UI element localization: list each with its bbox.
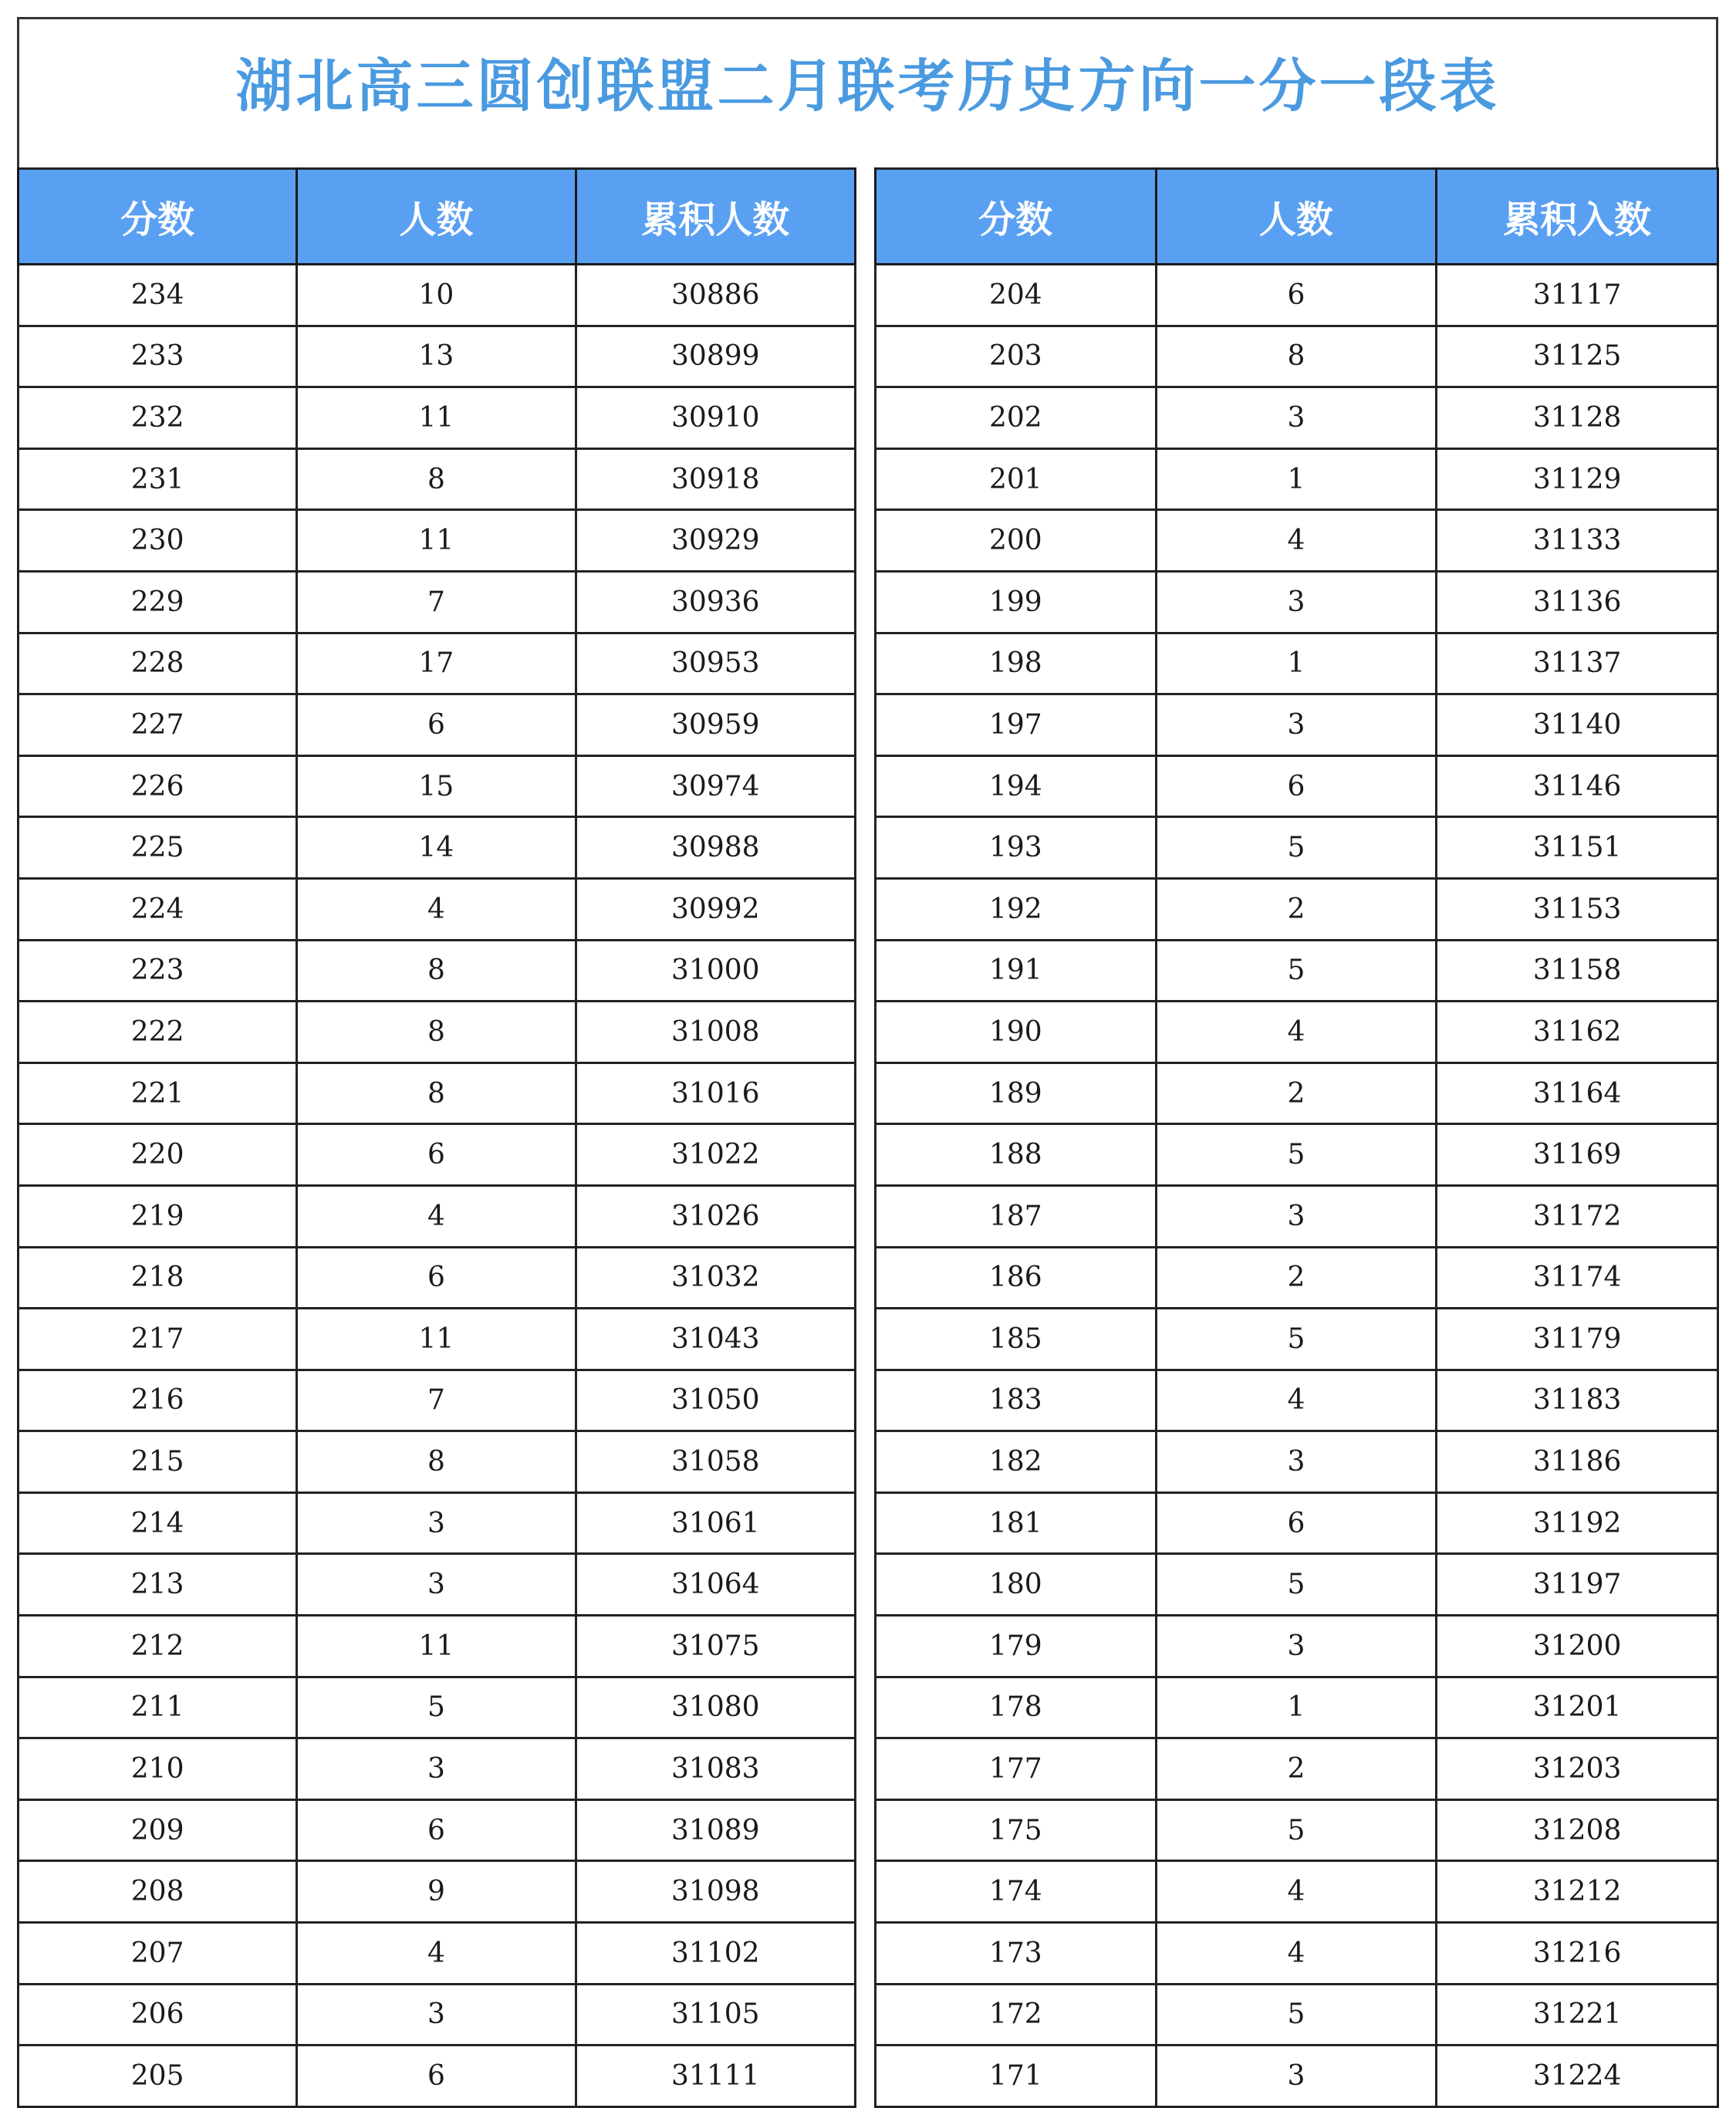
cell-count: 8 (297, 1431, 576, 1493)
cell-score: 231 (19, 448, 297, 510)
table-row (876, 817, 1718, 879)
cell-cumulative: 30899 (576, 326, 855, 387)
cell-cumulative: 31098 (576, 1861, 855, 1923)
cell-count: 5 (1156, 1124, 1437, 1186)
cell-cumulative: 31016 (576, 1062, 855, 1124)
cell-score: 210 (19, 1738, 297, 1800)
cell-count: 6 (1156, 1492, 1437, 1554)
cell-score: 224 (19, 878, 297, 940)
cell-score: 221 (19, 1062, 297, 1124)
table-row (19, 326, 856, 387)
cell-score: 180 (876, 1554, 1157, 1616)
cell-score: 219 (19, 1185, 297, 1247)
cell-count: 2 (1156, 878, 1437, 940)
cell-count: 11 (297, 1616, 576, 1677)
cell-count: 3 (297, 1492, 576, 1554)
cell-count: 6 (1156, 755, 1437, 817)
cell-score: 229 (19, 571, 297, 633)
cell-cumulative: 30936 (576, 571, 855, 633)
cell-count: 14 (297, 817, 576, 879)
score-table-left (17, 167, 856, 2108)
cell-cumulative: 30953 (576, 633, 855, 694)
title-box (17, 17, 1718, 167)
table-row (19, 1370, 856, 1431)
table-row (19, 878, 856, 940)
cell-score: 173 (876, 1923, 1157, 1985)
cell-count: 11 (297, 387, 576, 449)
cell-score: 211 (19, 1677, 297, 1738)
table-row (19, 1309, 856, 1370)
table-row (19, 1799, 856, 1861)
table-row (876, 1616, 1718, 1677)
cell-count: 4 (297, 1923, 576, 1985)
table-row (876, 1738, 1718, 1800)
cell-score: 225 (19, 817, 297, 879)
cell-cumulative: 31197 (1437, 1554, 1718, 1616)
cell-cumulative: 31151 (1437, 817, 1718, 879)
cell-score: 204 (876, 265, 1157, 326)
cell-score: 228 (19, 633, 297, 694)
cell-count: 6 (297, 1124, 576, 1186)
cell-cumulative: 31146 (1437, 755, 1718, 817)
cell-count: 5 (1156, 817, 1437, 879)
cell-count: 8 (297, 1002, 576, 1063)
cell-count: 3 (297, 1554, 576, 1616)
table-row (876, 2046, 1718, 2107)
cell-cumulative: 30988 (576, 817, 855, 879)
cell-count: 1 (1156, 448, 1437, 510)
cell-score: 198 (876, 633, 1157, 694)
cell-score: 197 (876, 694, 1157, 756)
cell-score: 218 (19, 1247, 297, 1309)
score-table-right (874, 167, 1719, 2108)
table-row (876, 1677, 1718, 1738)
cell-count: 6 (297, 1247, 576, 1309)
cell-cumulative: 31061 (576, 1492, 855, 1554)
table-row (19, 1984, 856, 2046)
cell-cumulative: 31075 (576, 1616, 855, 1677)
table-row (19, 755, 856, 817)
cell-score: 185 (876, 1309, 1157, 1370)
cell-count: 4 (1156, 510, 1437, 572)
cell-cumulative: 31164 (1437, 1062, 1718, 1124)
table-row (19, 817, 856, 879)
cell-score: 232 (19, 387, 297, 449)
table-row (876, 571, 1718, 633)
table-row (876, 448, 1718, 510)
cell-score: 202 (876, 387, 1157, 449)
cell-cumulative: 31172 (1437, 1185, 1718, 1247)
cell-count: 3 (1156, 1431, 1437, 1493)
cell-count: 3 (297, 1984, 576, 2046)
header-row (876, 169, 1718, 265)
cell-score: 206 (19, 1984, 297, 2046)
cell-count: 6 (297, 1799, 576, 1861)
table-row (876, 265, 1718, 326)
cell-count: 6 (297, 694, 576, 756)
table-row (876, 1431, 1718, 1493)
table-row (19, 1124, 856, 1186)
cell-cumulative: 31183 (1437, 1370, 1718, 1431)
cell-count: 3 (1156, 694, 1437, 756)
table-row (19, 1185, 856, 1247)
cell-cumulative: 31102 (576, 1923, 855, 1985)
table-row (19, 387, 856, 449)
cell-count: 5 (1156, 1309, 1437, 1370)
cell-score: 190 (876, 1002, 1157, 1063)
table-row (19, 1247, 856, 1309)
cell-cumulative: 31192 (1437, 1492, 1718, 1554)
cell-cumulative: 31162 (1437, 1002, 1718, 1063)
table-row (876, 1554, 1718, 1616)
cell-cumulative: 31158 (1437, 940, 1718, 1002)
cell-count: 2 (1156, 1247, 1437, 1309)
cell-score: 189 (876, 1062, 1157, 1124)
table-row (19, 571, 856, 633)
cell-count: 6 (297, 2046, 576, 2107)
cell-score: 193 (876, 817, 1157, 879)
header-score: 分数 (19, 169, 297, 265)
cell-cumulative: 31043 (576, 1309, 855, 1370)
cell-score: 194 (876, 755, 1157, 817)
cell-count: 4 (1156, 1861, 1437, 1923)
table-row (19, 1923, 856, 1985)
cell-score: 175 (876, 1799, 1157, 1861)
table-row (19, 1002, 856, 1063)
cell-cumulative: 31203 (1437, 1738, 1718, 1800)
cell-score: 201 (876, 448, 1157, 510)
cell-score: 207 (19, 1923, 297, 1985)
cell-count: 1 (1156, 633, 1437, 694)
cell-cumulative: 30974 (576, 755, 855, 817)
table-row (19, 510, 856, 572)
cell-cumulative: 31117 (1437, 265, 1718, 326)
cell-count: 4 (297, 1185, 576, 1247)
table-row (876, 1247, 1718, 1309)
cell-score: 191 (876, 940, 1157, 1002)
cell-count: 7 (297, 571, 576, 633)
cell-count: 9 (297, 1861, 576, 1923)
cell-cumulative: 31174 (1437, 1247, 1718, 1309)
cell-cumulative: 31137 (1437, 633, 1718, 694)
cell-cumulative: 31133 (1437, 510, 1718, 572)
cell-cumulative: 31089 (576, 1799, 855, 1861)
table-row (876, 1984, 1718, 2046)
cell-cumulative: 31032 (576, 1247, 855, 1309)
cell-cumulative: 31125 (1437, 326, 1718, 387)
table-row (19, 1738, 856, 1800)
cell-cumulative: 31216 (1437, 1923, 1718, 1985)
cell-score: 216 (19, 1370, 297, 1431)
cell-score: 174 (876, 1861, 1157, 1923)
cell-cumulative: 31169 (1437, 1124, 1718, 1186)
cell-cumulative: 31128 (1437, 387, 1718, 449)
cell-score: 172 (876, 1984, 1157, 2046)
cell-score: 208 (19, 1861, 297, 1923)
cell-score: 171 (876, 2046, 1157, 2107)
cell-cumulative: 31140 (1437, 694, 1718, 756)
table-row (19, 1861, 856, 1923)
cell-cumulative: 31179 (1437, 1309, 1718, 1370)
cell-cumulative: 31186 (1437, 1431, 1718, 1493)
cell-score: 215 (19, 1431, 297, 1493)
cell-count: 4 (297, 878, 576, 940)
cell-cumulative: 31058 (576, 1431, 855, 1493)
cell-score: 217 (19, 1309, 297, 1370)
table-row (876, 1799, 1718, 1861)
cell-score: 227 (19, 694, 297, 756)
cell-score: 200 (876, 510, 1157, 572)
cell-count: 11 (297, 1309, 576, 1370)
cell-score: 222 (19, 1002, 297, 1063)
cell-count: 6 (1156, 265, 1437, 326)
header-cumulative: 累积入数 (1437, 169, 1718, 265)
cell-score: 226 (19, 755, 297, 817)
cell-count: 17 (297, 633, 576, 694)
table-row (19, 694, 856, 756)
cell-score: 177 (876, 1738, 1157, 1800)
cell-cumulative: 31201 (1437, 1677, 1718, 1738)
cell-score: 223 (19, 940, 297, 1002)
cell-score: 179 (876, 1616, 1157, 1677)
table-row (19, 1677, 856, 1738)
cell-score: 183 (876, 1370, 1157, 1431)
table-row (19, 1492, 856, 1554)
cell-cumulative: 30910 (576, 387, 855, 449)
table-row (19, 633, 856, 694)
cell-score: 213 (19, 1554, 297, 1616)
cell-cumulative: 31111 (576, 2046, 855, 2107)
cell-count: 10 (297, 265, 576, 326)
page-title: 湖北高三圆创联盟二月联考历史方向一分一段表 (235, 53, 1500, 120)
cell-count: 3 (1156, 571, 1437, 633)
cell-score: 234 (19, 265, 297, 326)
cell-count: 5 (1156, 1799, 1437, 1861)
cell-count: 2 (1156, 1062, 1437, 1124)
table-row (876, 1370, 1718, 1431)
header-row (19, 169, 856, 265)
cell-cumulative: 31136 (1437, 571, 1718, 633)
cell-cumulative: 31022 (576, 1124, 855, 1186)
cell-score: 203 (876, 326, 1157, 387)
cell-cumulative: 31129 (1437, 448, 1718, 510)
table-row (19, 265, 856, 326)
cell-cumulative: 30886 (576, 265, 855, 326)
table-row (876, 1185, 1718, 1247)
cell-count: 3 (1156, 1616, 1437, 1677)
cell-count: 5 (1156, 1984, 1437, 2046)
cell-score: 230 (19, 510, 297, 572)
table-row (876, 1124, 1718, 1186)
table-row (876, 1923, 1718, 1985)
cell-score: 192 (876, 878, 1157, 940)
table-row (19, 1554, 856, 1616)
cell-cumulative: 31212 (1437, 1861, 1718, 1923)
cell-cumulative: 30959 (576, 694, 855, 756)
table-row (876, 510, 1718, 572)
cell-score: 214 (19, 1492, 297, 1554)
table-row (19, 2046, 856, 2107)
cell-count: 1 (1156, 1677, 1437, 1738)
cell-cumulative: 31105 (576, 1984, 855, 2046)
cell-count: 4 (1156, 1370, 1437, 1431)
cell-count: 8 (297, 1062, 576, 1124)
cell-score: 188 (876, 1124, 1157, 1186)
cell-cumulative: 31050 (576, 1370, 855, 1431)
cell-count: 11 (297, 510, 576, 572)
cell-score: 178 (876, 1677, 1157, 1738)
header-cumulative: 累积人数 (576, 169, 855, 265)
cell-cumulative: 31026 (576, 1185, 855, 1247)
cell-score: 220 (19, 1124, 297, 1186)
table-row (19, 448, 856, 510)
table-row (876, 1309, 1718, 1370)
cell-cumulative: 31083 (576, 1738, 855, 1800)
header-score: 分数 (876, 169, 1157, 265)
cell-count: 8 (297, 448, 576, 510)
table-row (876, 878, 1718, 940)
cell-score: 181 (876, 1492, 1157, 1554)
cell-count: 7 (297, 1370, 576, 1431)
cell-cumulative: 30918 (576, 448, 855, 510)
cell-score: 186 (876, 1247, 1157, 1309)
cell-cumulative: 31200 (1437, 1616, 1718, 1677)
cell-cumulative: 30929 (576, 510, 855, 572)
cell-cumulative: 31080 (576, 1677, 855, 1738)
cell-score: 182 (876, 1431, 1157, 1493)
cell-count: 5 (1156, 940, 1437, 1002)
table-row (19, 940, 856, 1002)
table-row (876, 1002, 1718, 1063)
cell-count: 8 (297, 940, 576, 1002)
cell-count: 4 (1156, 1002, 1437, 1063)
cell-cumulative: 31000 (576, 940, 855, 1002)
cell-count: 5 (297, 1677, 576, 1738)
cell-count: 3 (1156, 1185, 1437, 1247)
cell-score: 233 (19, 326, 297, 387)
table-row (876, 755, 1718, 817)
cell-score: 209 (19, 1799, 297, 1861)
cell-score: 187 (876, 1185, 1157, 1247)
table-row (876, 633, 1718, 694)
cell-cumulative: 31221 (1437, 1984, 1718, 2046)
table-row (876, 1062, 1718, 1124)
cell-count: 5 (1156, 1554, 1437, 1616)
table-row (876, 694, 1718, 756)
cell-cumulative: 31008 (576, 1002, 855, 1063)
table-row (876, 1492, 1718, 1554)
cell-count: 2 (1156, 1738, 1437, 1800)
cell-score: 212 (19, 1616, 297, 1677)
table-row (19, 1431, 856, 1493)
cell-count: 3 (1156, 2046, 1437, 2107)
cell-score: 199 (876, 571, 1157, 633)
table-row (876, 1861, 1718, 1923)
cell-cumulative: 31153 (1437, 878, 1718, 940)
cell-count: 8 (1156, 326, 1437, 387)
cell-count: 3 (297, 1738, 576, 1800)
cell-cumulative: 31224 (1437, 2046, 1718, 2107)
header-count: 人数 (1156, 169, 1437, 265)
cell-cumulative: 31064 (576, 1554, 855, 1616)
cell-count: 13 (297, 326, 576, 387)
cell-count: 15 (297, 755, 576, 817)
table-row (19, 1062, 856, 1124)
cell-count: 4 (1156, 1923, 1437, 1985)
cell-cumulative: 31208 (1437, 1799, 1718, 1861)
cell-count: 3 (1156, 387, 1437, 449)
cell-score: 205 (19, 2046, 297, 2107)
table-row (876, 940, 1718, 1002)
cell-cumulative: 30992 (576, 878, 855, 940)
table-row (876, 326, 1718, 387)
header-count: 人数 (297, 169, 576, 265)
table-row (19, 1616, 856, 1677)
table-row (876, 387, 1718, 449)
